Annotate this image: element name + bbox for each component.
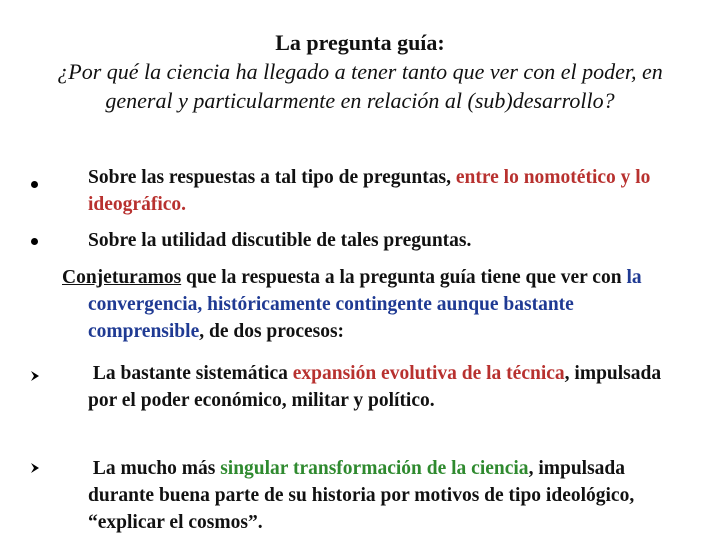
sub-bullet-highlight: expansión evolutiva de la técnica	[292, 363, 565, 384]
bullet-text: Sobre las respuestas a tal tipo de preguntas,	[88, 167, 456, 188]
sub-bullet-text-end: , impulsada durante buena parte de su historia por motivos de tipo ideológico, “explicar el cosmos”.	[88, 458, 635, 533]
bullet-item	[88, 227, 688, 254]
bullet-item	[88, 164, 688, 218]
paragraph-highlight: la convergencia, históricamente contingente aunque bastante comprensible	[88, 267, 642, 342]
sub-bullet-text: La mucho más	[92, 458, 221, 479]
sub-bullet-text-end: , impulsada por el poder económico, militar y político.	[88, 363, 662, 411]
bullet-icon	[31, 181, 38, 188]
sub-bullet-text: La bastante sistemática	[92, 363, 293, 384]
slide-title: La pregunta guía:	[275, 30, 445, 55]
bullet-text: Sobre la utilidad discutible de tales preguntas.	[88, 230, 472, 251]
sub-bullet-item	[88, 360, 688, 414]
bullet-icon	[31, 238, 38, 245]
paragraph-text: que la respuesta a la pregunta guía tiene que ver con	[181, 267, 627, 288]
conjecture-keyword: Conjeturamos	[62, 267, 182, 288]
title-block	[40, 28, 680, 115]
paragraph-end: , de dos procesos:	[199, 321, 345, 342]
arrowhead-icon	[30, 462, 40, 474]
guiding-question: ¿Por qué la ciencia ha llegado a tener tanto que ver con el poder, en general y particularmente en relación al (sub)desarrollo?	[57, 59, 663, 113]
arrowhead-icon	[30, 370, 40, 382]
sub-bullet-highlight: singular transformación de la ciencia	[220, 458, 529, 479]
bullet-highlight: entre lo nomotético y lo ideográfico.	[88, 167, 651, 215]
sub-bullet-item	[88, 455, 688, 536]
conjecture-paragraph	[62, 264, 672, 345]
